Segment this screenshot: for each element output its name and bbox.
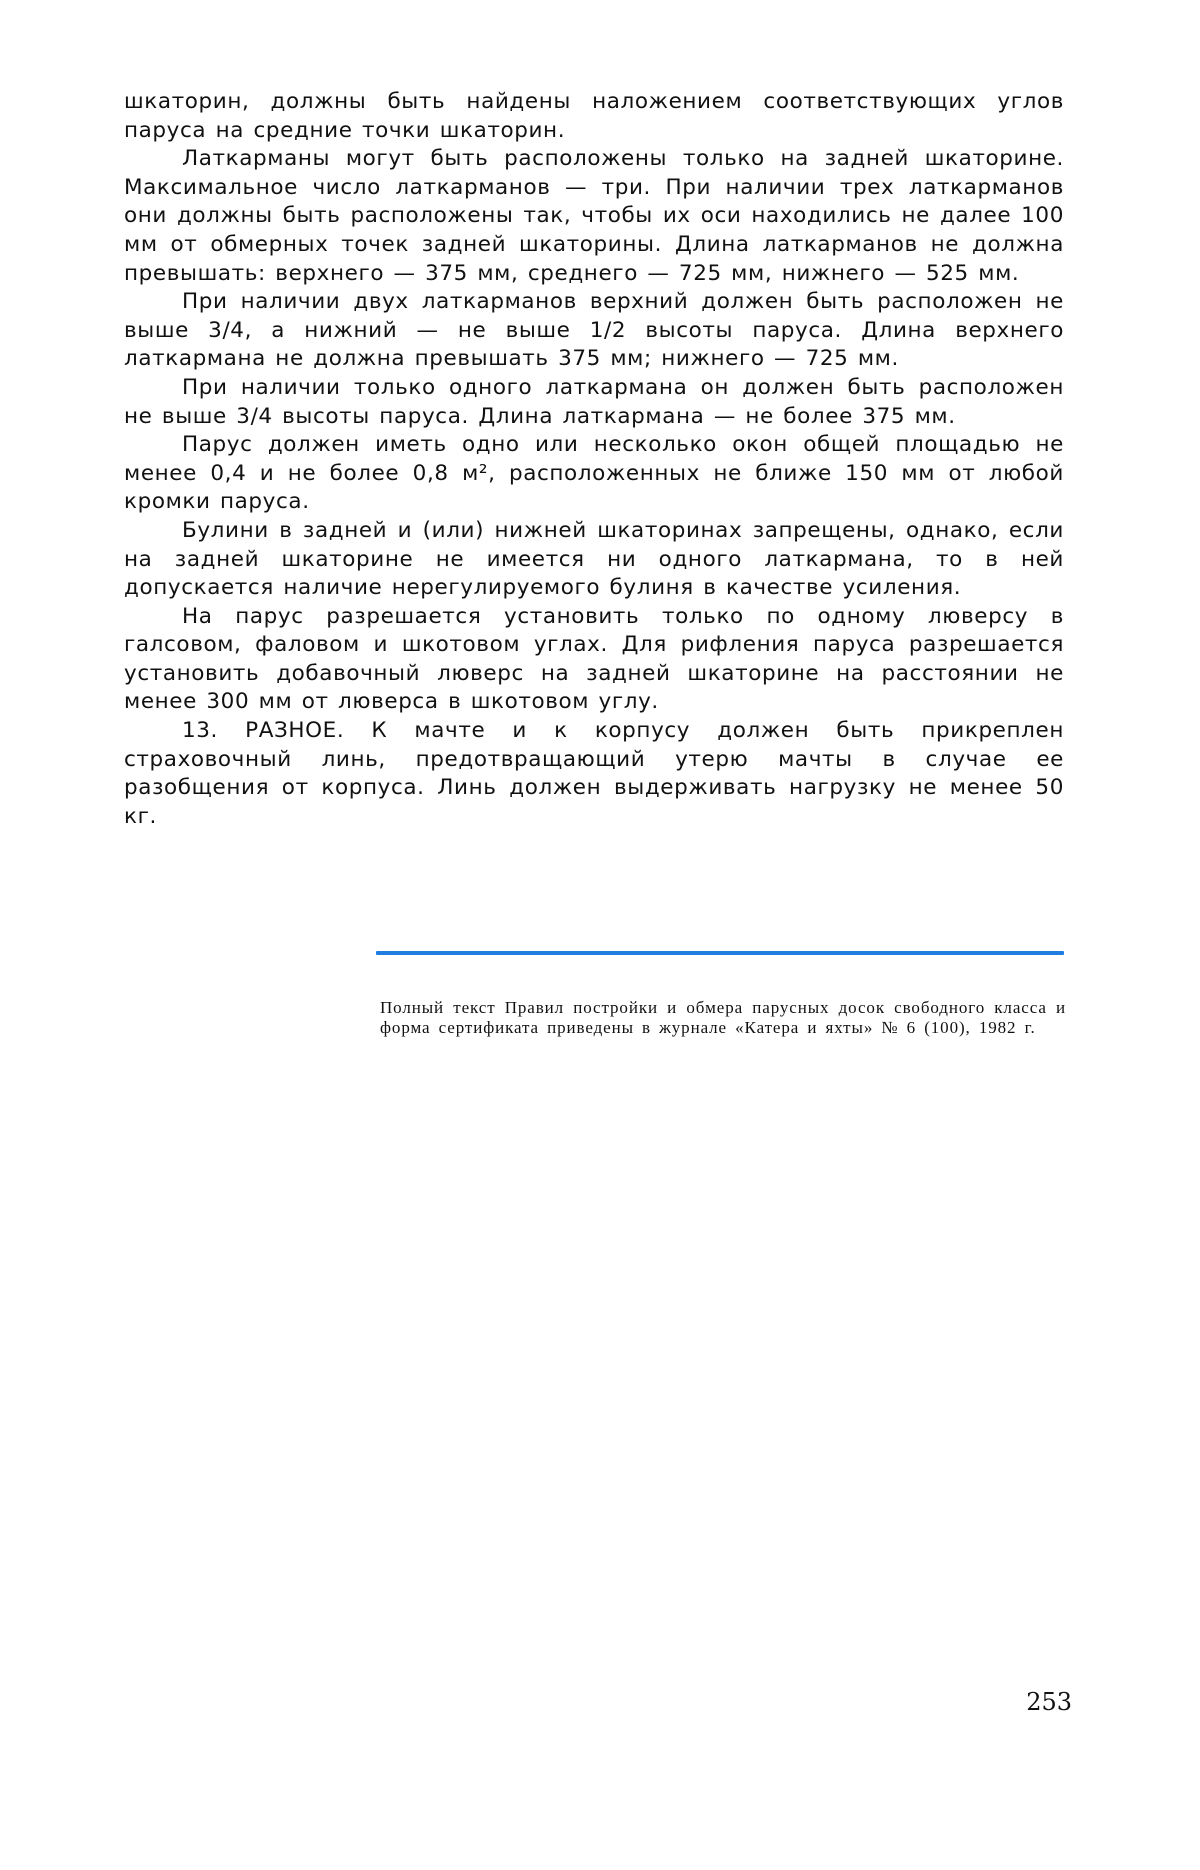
paragraph-windows: Парус должен иметь одно или несколько окон общей площадью не менее 0,4 и не более 0,8 м², расположенных не ближе 150 мм от любой кромки паруса.	[124, 432, 1064, 515]
paragraph-grommets: На парус разрешается установить только по одному люверсу в галсовом, фаловом и шкотовом углах. Для рифления паруса разрешается установить добавочный люверс на задней шкаторине на расстоянии не менее 300 мм от люверса в шкотовом углу.	[124, 603, 1064, 715]
footnote-divider	[376, 951, 1064, 955]
paragraph-miscellaneous: 13. РАЗНОЕ. К мачте и к корпусу должен быть прикреплен страховочный линь, предотвращающий утерю мачты в случае ее разобщения от корпуса. Линь должен выдерживать нагрузку не менее 50 кг.	[124, 718, 1064, 829]
paragraph-batten-pockets: Латкарманы могут быть расположены только на задней шкаторине. Максимальное число латкарманов — три. При наличии трех латкарманов они должны быть расположены так, чтобы их оси находились не далее 100 мм от обмерных точек задней шкаторины. Длина латкарманов не должна превышать: верхнего — 375 мм, среднего — 725 мм, нижнего — 525 мм.	[124, 146, 1064, 286]
paragraph-one-batten: При наличии только одного латкармана он должен быть расположен не выше 3/4 высоты паруса. Длина латкармана — не более 375 мм.	[124, 374, 1064, 429]
footnote: Полный текст Правил постройки и обмера парусных досок свободного класса и форма сертификата приведены в журнале «Катера и яхты» № 6 (100), 1982 г.	[380, 998, 1066, 1037]
page-number: 253	[1026, 1688, 1072, 1716]
main-text	[124, 88, 1064, 831]
paragraph-leech-lines: Булини в задней и (или) нижней шкаторинах запрещены, однако, если на задней шкаторине не имеется ни одного латкармана, то в ней допускается наличие нерегулируемого булиня в качестве усиления.	[124, 517, 1064, 601]
paragraph-two-battens: При наличии двух латкарманов верхний должен быть расположен не выше 3/4, а нижний — не выше 1/2 высоты паруса. Длина верхнего латкармана не должна превышать 375 мм; нижнего — 725 мм.	[124, 289, 1064, 372]
paragraph-continued: шкаторин, должны быть найдены наложением соответствующих углов паруса на средние точки шкаторин.	[124, 89, 1064, 143]
